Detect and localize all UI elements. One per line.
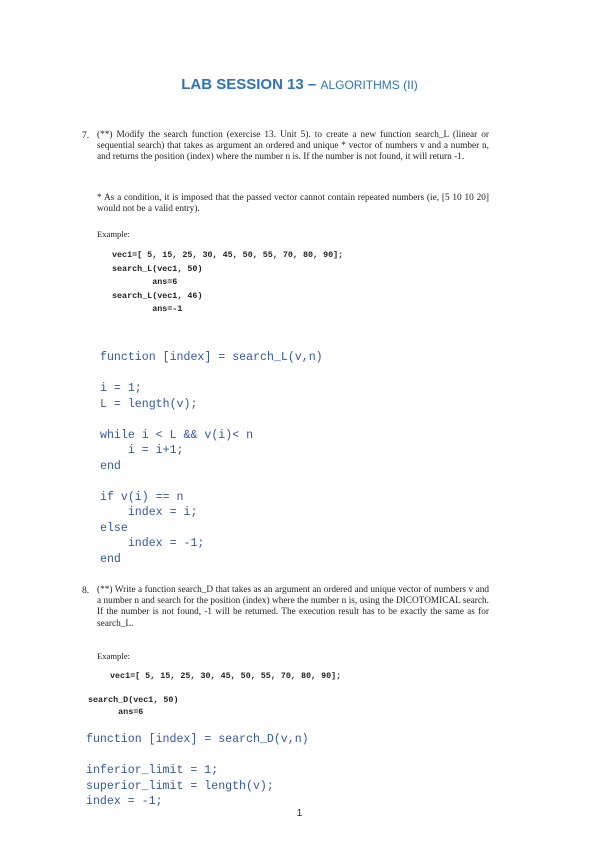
exercise-8-example-vector: vec1=[ 5, 15, 25, 30, 45, 50, 55, 70, 80, 90]; [110,671,342,681]
exercise-7-paragraph: (**) Modify the search function (exercise 13. Unit 5). to create a new function search_L (linear or sequential search) that takes as argument an ordered and unique * vector of numbers v and a number n, and returns the position (index) where the number n is. If the number is not found, it will return -1. [97,130,489,163]
title-main: LAB SESSION 13 – [181,76,321,93]
exercise-7-code: function [index] = search_L(v,n) i = 1; L = length(v); while i < L && v(i)< n i = i+1; end if v(i) == n index = i; else index = -1; end [100,351,323,566]
page-number: 1 [296,808,303,819]
exercise-7-example-label: Example: [97,229,130,239]
exercise-8-example-call: search_D(vec1, 50) ans=6 [88,695,179,717]
title-sub: ALGORITHMS (II) [320,78,418,92]
page-title [0,76,599,94]
exercise-7-example: vec1=[ 5, 15, 25, 30, 45, 50, 55, 70, 80, 90]; search_L(vec1, 50) ans=6 search_L(vec1, 46) ans=-1 [112,250,344,314]
exercise-8-code: function [index] = search_D(v,n) inferior_limit = 1; superior_limit = length(v); index = -1; [86,733,309,808]
exercise-7-note: * As a condition, it is imposed that the passed vector cannot contain repeated numbers (ie, [5 10 10 20] would not be a valid entry). [97,193,489,215]
exercise-8-example-label: Example: [97,651,130,661]
exercise-8-paragraph: (**) Write a function search_D that takes as an argument an ordered and unique vector of numbers v and a number n and search for the position (index) where the number n is, using the DICOTOMICAL search. If the number is not found, -1 will be returned. The execution result has to be exactly the same as for search_L. [97,585,489,629]
